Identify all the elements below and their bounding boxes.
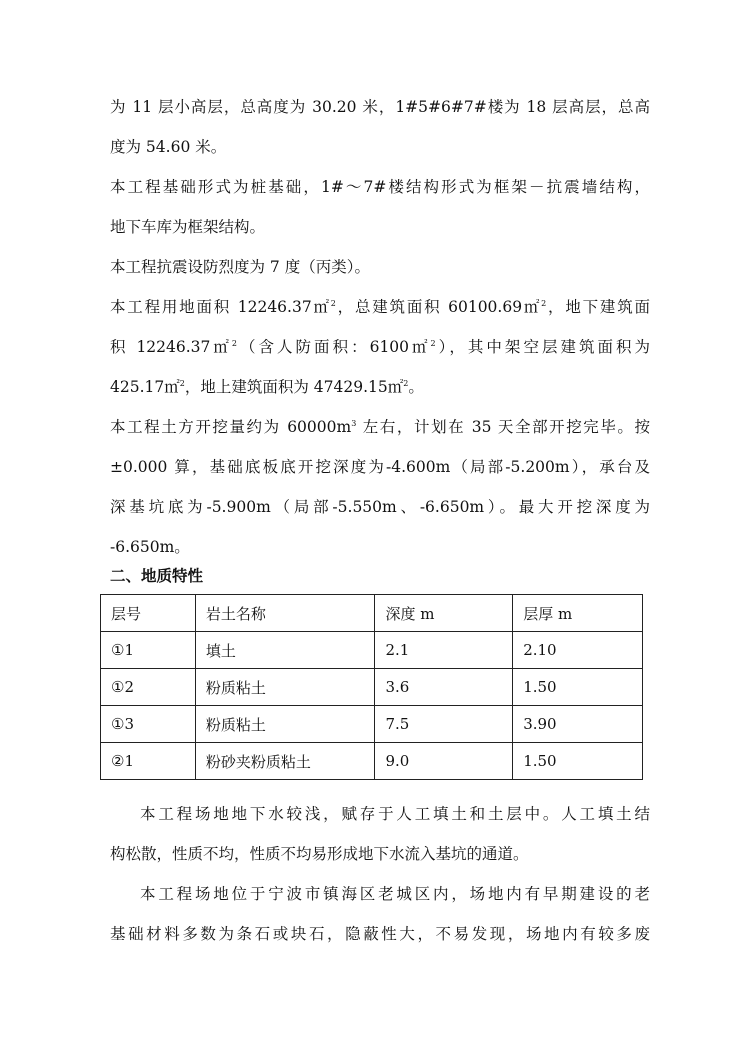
header-thickness: 层厚 m (513, 595, 643, 632)
cell-soil-name: 粉质粘土 (195, 706, 375, 743)
cell-soil-name: 填土 (195, 632, 375, 669)
area-above-ground-text: ，地上建筑面积为 47429.15㎡ (184, 378, 404, 396)
paragraph-5-line-2: ±0.000 算，基础底板底开挖深度为-4.600m（局部-5.200m），承台及 (110, 458, 650, 476)
cell-thickness: 1.50 (513, 743, 643, 780)
cell-soil-name: 粉砂夹粉质粘土 (195, 743, 375, 780)
area-land-text: 本工程用地面积 12246.37㎡ (110, 298, 331, 316)
cell-thickness: 3.90 (513, 706, 643, 743)
table-row (101, 669, 643, 706)
area-civil-defense-text: （含人防面积：6100㎡ (237, 338, 431, 356)
table-header-row (101, 595, 643, 632)
cell-layer-no: ②1 (101, 743, 196, 780)
superscript-mark: 2 (403, 379, 409, 388)
cell-depth: 7.5 (375, 706, 513, 743)
table-row (101, 706, 643, 743)
cell-thickness: 1.50 (513, 669, 643, 706)
geology-table (100, 594, 643, 780)
paragraph-6-line-2: 构松散，性质不均，性质不均易形成地下水流入基坑的通道。 (110, 845, 529, 863)
paragraph-1-line-2: 度为 54.60 米。 (110, 138, 227, 156)
table-row (101, 632, 643, 669)
paragraph-1-line-1: 为 11 层小高层，总高度为 30.20 米，1#5#6#7#楼为 18 层高层，总高 (110, 98, 650, 116)
area-underground-text: ，地下建筑面 (546, 298, 650, 316)
cell-layer-no: ①3 (101, 706, 196, 743)
paragraph-4-line-3 (110, 377, 650, 397)
cell-layer-no: ①1 (101, 632, 196, 669)
table-row (101, 743, 643, 780)
cell-depth: 9.0 (375, 743, 513, 780)
section-heading: 二、地质特性 (110, 567, 204, 585)
cell-thickness: 2.10 (513, 632, 643, 669)
superscript-mark: 2 (430, 339, 436, 348)
paragraph-2-line-1: 本工程基础形式为桩基础，1#～7#楼结构形式为框架－抗震墙结构， (110, 178, 650, 196)
paragraph-7-line-2: 基础材料多数为条石或块石，隐蔽性大，不易发现，场地内有较多废 (110, 925, 650, 943)
superscript-mark: 3 (351, 419, 357, 428)
superscript-mark: 2 (231, 339, 238, 348)
paragraph-5-line-4: -6.650m。 (110, 538, 190, 556)
sentence-end: 。 (408, 378, 424, 396)
paragraph-6-line-1: 本工程场地地下水较浅，赋存于人工填土和土层中。人工填土结 (140, 805, 650, 823)
paragraph-3-line-1: 本工程抗震设防烈度为 7 度（丙类）。 (110, 258, 370, 276)
cell-depth: 2.1 (375, 632, 513, 669)
header-depth: 深度 m (375, 595, 513, 632)
area-underground-value: 积 12246.37㎡ (110, 338, 232, 356)
paragraph-4-line-2 (110, 337, 650, 357)
paragraph-5-line-1 (110, 417, 650, 437)
superscript-mark: 2 (541, 299, 547, 308)
header-layer-no: 层号 (101, 595, 196, 632)
superscript-mark: 2 (179, 379, 185, 388)
cell-depth: 3.6 (375, 669, 513, 706)
header-soil-name: 岩土名称 (195, 595, 375, 632)
area-stilt-value: 425.17㎡ (110, 378, 180, 396)
paragraph-7-line-1: 本工程场地位于宁波市镇海区老城区内，场地内有早期建设的老 (140, 885, 650, 903)
paragraph-4-line-1 (110, 297, 650, 317)
earthwork-volume-text: 本工程土方开挖量约为 60000m (110, 418, 352, 436)
area-total-text: ，总建筑面积 60100.69㎡ (335, 298, 542, 316)
cell-layer-no: ①2 (101, 669, 196, 706)
earthwork-plan-text: 左右，计划在 35 天全部开挖完毕。按 (356, 418, 650, 436)
superscript-mark: 2 (330, 299, 336, 308)
cell-soil-name: 粉质粘土 (195, 669, 375, 706)
paragraph-5-line-3: 深基坑底为-5.900m（局部-5.550m、-6.650m）。最大开挖深度为 (110, 498, 650, 516)
paragraph-2-line-2: 地下车库为框架结构。 (110, 218, 266, 236)
area-stilt-text: ），其中架空层建筑面积为 (435, 338, 650, 356)
